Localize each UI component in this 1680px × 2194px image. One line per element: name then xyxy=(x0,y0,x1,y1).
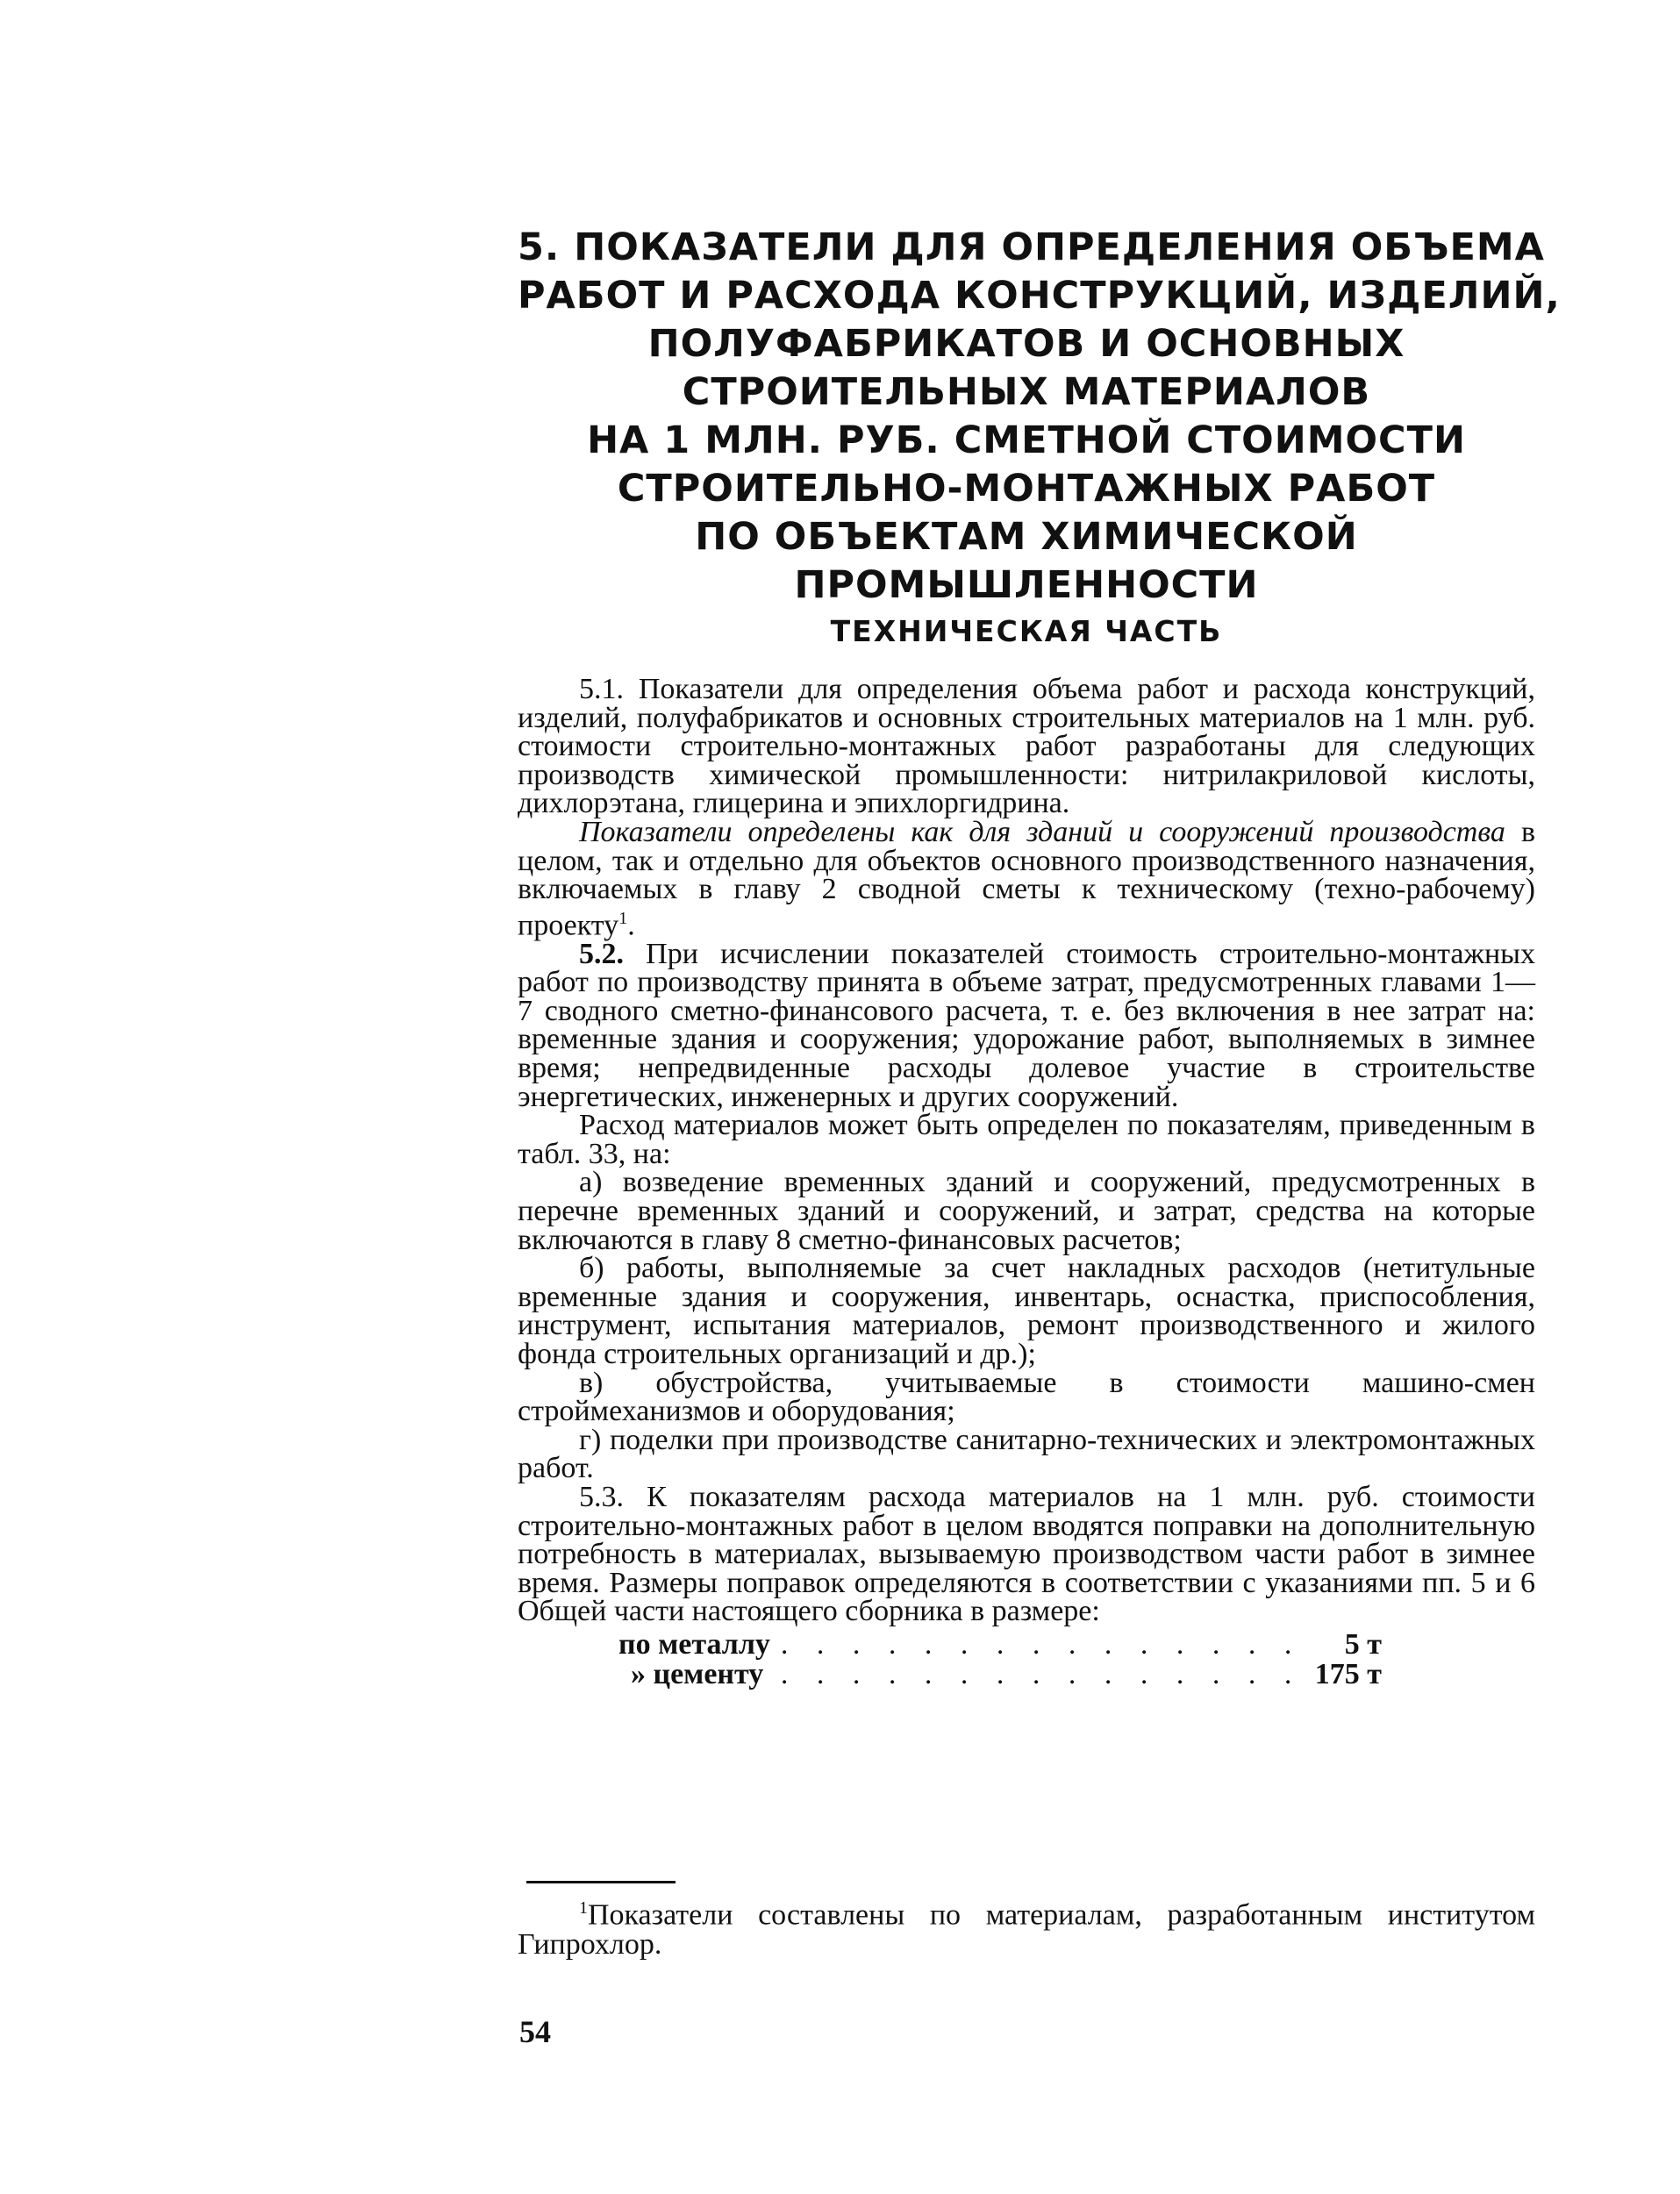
title-line-6: СТРОИТЕЛЬНО-МОНТАЖНЫХ РАБОТ xyxy=(617,467,1436,511)
footnote-mark: 1 xyxy=(579,1898,588,1918)
title-line-1: 5. ПОКАЗАТЕЛИ ДЛЯ ОПРЕДЕЛЕНИЯ ОБЪЕМА xyxy=(518,225,1545,269)
norm-label-cement: » цементу xyxy=(631,1657,764,1690)
norm-value-metal: 5 т xyxy=(1344,1627,1382,1661)
norm-value-cement: 175 т xyxy=(1314,1657,1382,1690)
footnote-reference: 1 xyxy=(618,908,628,928)
list-item-v: в) обустройства, учитываемые в стоимости машино-смен строймеханизмов и оборудования; xyxy=(518,1366,1535,1428)
section-title xyxy=(518,224,1561,610)
paragraph-italic-lead: Показатели определены как для зданий и сооружений производства xyxy=(579,815,1505,848)
body-text xyxy=(518,675,1535,1690)
paragraph-defined-rest: в целом, так и отдельно для объектов основного производственного назначения, включаемых в главу 2 сводной сметы к техническому (техно-рабочему) проекту xyxy=(518,815,1536,942)
table-row xyxy=(618,1630,1382,1660)
title-line-5: НА 1 МЛН. РУБ. СМЕТНОЙ СТОИМОСТИ xyxy=(587,418,1466,462)
paragraph-5-2-text: При исчислении показателей стоимость строительно-монтажных работ по производству принята в объеме затрат, предусмотренных главами 1—7 сводного сметно-финансового расчета, т. е. без включения в нее затрат на: временные здания и сооружения; удорожание работ, выполняемых в зимнее время; непредвиденные расходы долевое участие в строительстве энергетических, инженерных и других сооружений. xyxy=(518,937,1535,1113)
list-item-b: б) работы, выполняемые за счет накладных расходов (нетитульные временные здания и сооружения, инвентарь, оснастка, приспособления, инструмент, испытания материалов, ремонт производственного и жилого фонда строительных организаций и др.); xyxy=(518,1252,1535,1370)
paragraph-defined-end: . xyxy=(627,909,635,942)
paragraph-material-consumption: Расход материалов может быть определен по показателям, приведенным в табл. 33, на: xyxy=(518,1109,1535,1170)
table-row xyxy=(618,1660,1382,1690)
list-item-a: а) возведение временных зданий и сооружений, предусмотренных в перечне временных зданий и сооружений, и затрат, средства на которые включаются в главу 8 сметно-финансовых расчетов; xyxy=(518,1166,1535,1256)
paragraph-5-3: 5.3. К показателям расхода материалов на 1 млн. руб. стоимости строительно-монтажных работ в целом вводятся поправки на дополнительную потребность в материалах, вызываемую производством части работ в зимнее время. Размеры поправок определяются в соответствии с указаниями пп. 5 и 6 Общей части настоящего сборника в размере: xyxy=(518,1480,1535,1628)
title-line-3: ПОЛУФАБРИКАТОВ И ОСНОВНЫХ xyxy=(647,322,1405,366)
page-number: 54 xyxy=(519,2014,551,2049)
leader-dots: . . . . . . . . . . . . . . . xyxy=(780,1659,1303,1690)
footnote-divider xyxy=(526,1881,676,1883)
title-line-4: СТРОИТЕЛЬНЫХ МАТЕРИАЛОВ xyxy=(682,370,1371,414)
leader-dots: . . . . . . . . . . . . . . . xyxy=(780,1629,1303,1660)
paragraph-indicators-defined xyxy=(518,815,1536,942)
paragraph-5-2 xyxy=(518,937,1535,1113)
correction-norms-table xyxy=(618,1627,1382,1690)
footnote-text: Показатели составлены по материалам, разработанным институтом Гипрохлор. xyxy=(518,1898,1535,1962)
paragraph-5-1: 5.1. Показатели для определения объема работ и расхода конструкций, изделий, полуфабрикатов и основных строительных материалов на 1 млн. руб. стоимости строительно-монтажных работ разработаны для следующих производств химической промышленности: нитрилакриловой кислоты, дихлорэтана, глицерина и эпихлоргидрина. xyxy=(518,673,1535,820)
norm-label-metal: по металлу xyxy=(618,1627,770,1661)
paragraph-5-2-number: 5.2. xyxy=(579,937,624,970)
list-item-g: г) поделки при производстве санитарно-технических и электромонтажных работ. xyxy=(518,1423,1535,1485)
title-line-2: РАБОТ И РАСХОДА КОНСТРУКЦИЙ, ИЗДЕЛИЙ, xyxy=(518,274,1561,318)
footnote xyxy=(518,1893,1535,1960)
title-line-7: ПО ОБЪЕКТАМ ХИМИЧЕСКОЙ xyxy=(695,515,1358,559)
title-line-8: ПРОМЫШЛЕННОСТИ xyxy=(794,563,1259,607)
section-subtitle: ТЕХНИЧЕСКАЯ ЧАСТЬ xyxy=(830,614,1223,648)
